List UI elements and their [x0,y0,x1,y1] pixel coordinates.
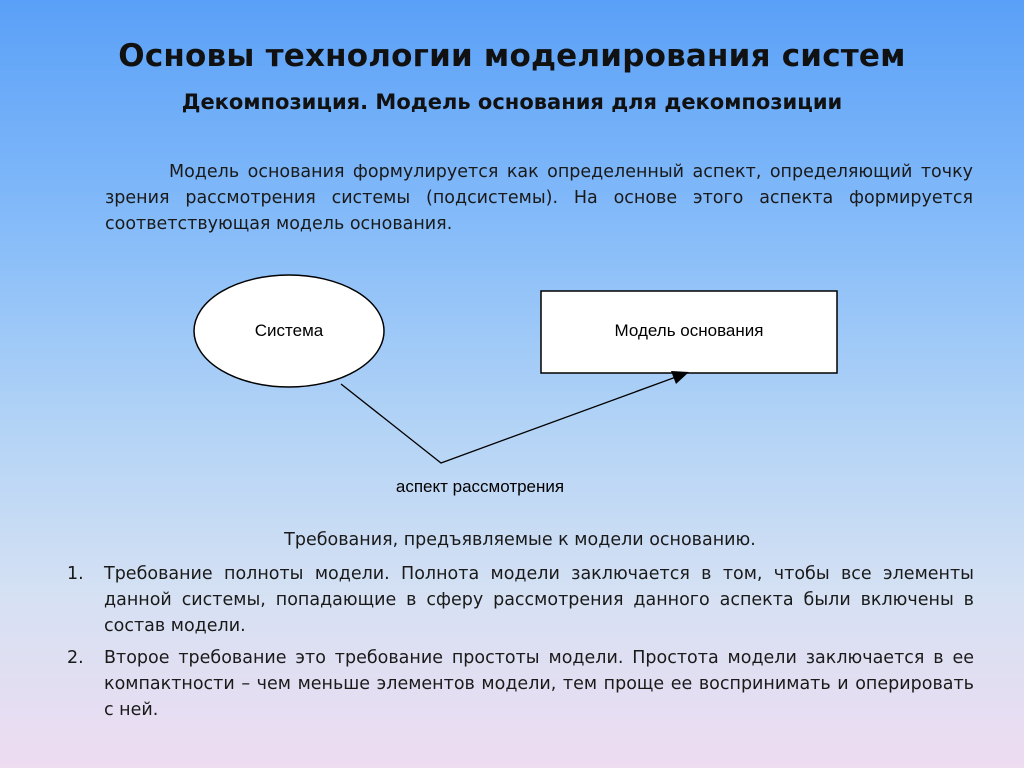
requirements-list [62,561,974,729]
intro-paragraph: Модель основания формулируется как определенный аспект, определяющий точку зрения рассмотрения системы (подсистемы). На основе этого аспекта формируется соответствующая модель основания. [105,162,973,234]
requirement-item-1 [62,561,974,639]
requirements-heading: Требования, предъявляемые к модели основанию. [284,530,756,550]
requirement-text: Второе требование это требование простоты модели. Простота модели заключается в ее компактности – чем меньше элементов модели, тем проще ее воспринимать и оперировать с ней. [104,648,974,720]
requirement-number: 1. [67,564,84,584]
arrow-head [671,371,689,384]
slide-title: Основы технологии моделирования систем [118,38,906,74]
aspect-label: аспект рассмотрения [395,477,565,496]
requirement-number: 2. [67,648,84,668]
requirement-text: Требование полноты модели. Полнота модели заключается в том, чтобы все элементы данной системы, попадающие в сферу рассмотрения данного аспекта были включены в состав модели. [104,564,974,636]
aspect-connector-line [341,377,676,463]
system-label: Система [254,321,324,340]
requirement-item-2 [62,645,974,723]
model-label: Модель основания [614,321,764,340]
slide-subtitle: Декомпозиция. Модель основания для декомпозиции [181,90,843,114]
